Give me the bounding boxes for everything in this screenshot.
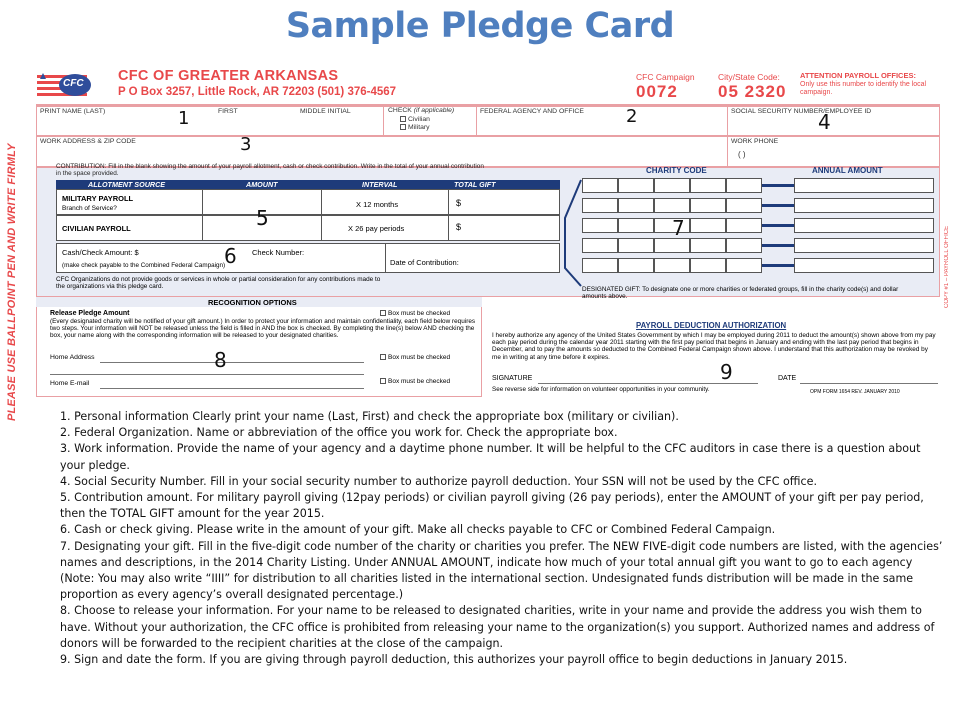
charity-code-cell[interactable] bbox=[618, 218, 654, 233]
payroll-auth-text: I hereby authorize any agency of the United States Government by which I may be employed during 2011 to deduct the amount(s) shown above from my pay each pay period during the calendar year 2011 starting with the first pay period that begins in January and ending with the last pay period that begins in December, and to pay the amounts so deducted to the Combined Federal Campaign shown above. I understand that this authorization may be revoked by me in writing at any time before it expires. bbox=[492, 332, 936, 361]
charity-code-cell[interactable] bbox=[654, 178, 690, 193]
charity-code-cell[interactable] bbox=[654, 258, 690, 273]
charity-code-cell[interactable] bbox=[618, 198, 654, 213]
marker-8: 8 bbox=[214, 348, 227, 372]
annual-amount-cell[interactable] bbox=[794, 238, 934, 253]
charity-code-cell[interactable] bbox=[582, 238, 618, 253]
charity-code-cell[interactable] bbox=[690, 178, 726, 193]
marker-7: 7 bbox=[672, 216, 685, 240]
marker-2: 2 bbox=[626, 106, 638, 127]
release-pledge-checkbox[interactable]: Box must be checked bbox=[380, 310, 450, 317]
instruction-1: 1. Personal information Clearly print your name (Last, First) and check the appropriate box (military or civilian). bbox=[60, 410, 679, 423]
interval-26: X 26 pay periods bbox=[348, 224, 405, 233]
ssn-label: SOCIAL SECURITY NUMBER/EMPLOYEE ID bbox=[731, 108, 872, 115]
interval-header: INTERVAL bbox=[362, 180, 398, 189]
home-address-checkbox[interactable]: Box must be checked bbox=[380, 354, 450, 361]
military-option[interactable]: Military bbox=[400, 124, 430, 131]
org-name: CFC OF GREATER ARKANSAS bbox=[118, 68, 339, 84]
instruction-4: 4. Social Security Number. Fill in your social security number to authorize payroll deduction. Your SSN will not be used by the CFC office. bbox=[60, 474, 817, 488]
print-name-label: PRINT NAME (LAST) bbox=[40, 108, 106, 115]
civilian-payroll-row bbox=[56, 215, 560, 241]
branch-label: Branch of Service? bbox=[62, 205, 117, 212]
charity-code-cell[interactable] bbox=[582, 178, 618, 193]
marker-6: 6 bbox=[224, 244, 237, 268]
signature-label: SIGNATURE bbox=[492, 375, 533, 382]
charity-code-cell[interactable] bbox=[618, 178, 654, 193]
marker-4: 4 bbox=[818, 110, 831, 134]
charity-code-cell[interactable] bbox=[618, 238, 654, 253]
marker-5: 5 bbox=[256, 206, 269, 230]
annual-amount-cell[interactable] bbox=[794, 198, 934, 213]
charity-code-cell[interactable] bbox=[726, 198, 762, 213]
instructions-list bbox=[60, 409, 944, 668]
charity-code-cell[interactable] bbox=[582, 258, 618, 273]
instruction-7: 7. Designating your gift. Fill in the five-digit code number of the charity or charities you prefer. The NEW FIVE-digit code numbers are listed, with the agencies’ names and descriptions, in the 2014 Charity Listing. Under ANNUAL AMOUNT, indicate how much of your total annual gift you want to go to each agency (Note: You may also write “IIII” for distribution to all charities listed in the international section. Undesignated funds distribution will be made in the same proportion as every agency’s overall designated percentage.) bbox=[60, 539, 943, 602]
instruction-8: 8. Choose to release your information. For your name to be released to designated charities, write in your name and provide the address you wish them to have. Without your authorization, the CFC office is prohibited from releasing your name to the organization(s) you support. Authorized names and address of donors will be forwarded to the recipient charities at the close of the campaign. bbox=[60, 604, 935, 650]
attention-title: ATTENTION PAYROLL OFFICES: bbox=[800, 71, 916, 80]
contribution-text: CONTRIBUTION: Fill in the blank showing the amount of your payroll allotment, cash or check contribution. Write in the total of your annual contribution in the space provided. bbox=[56, 163, 484, 178]
page-title: Sample Pledge Card bbox=[285, 6, 675, 46]
annual-amount-header: ANNUAL AMOUNT bbox=[812, 166, 883, 175]
annual-amount-cell[interactable] bbox=[794, 258, 934, 273]
designated-gift-note: DESIGNATED GIFT: To designate one or more charities or federated groups, fill in the charity code(s) and dollar amounts above. bbox=[582, 286, 899, 301]
work-address-label: WORK ADDRESS & ZIP CODE bbox=[40, 138, 136, 145]
check-label: CHECK (if applicable) bbox=[388, 107, 455, 114]
charity-code-cell[interactable] bbox=[654, 238, 690, 253]
work-phone-label: WORK PHONE bbox=[731, 138, 779, 145]
marker-3: 3 bbox=[240, 134, 252, 155]
interval-12: X 12 months bbox=[356, 200, 399, 209]
charity-code-cell[interactable] bbox=[690, 258, 726, 273]
state-code: 05 2320 bbox=[718, 82, 787, 101]
civilian-checkbox[interactable] bbox=[400, 116, 406, 122]
annual-amount-cell[interactable] bbox=[794, 178, 934, 193]
date-line[interactable] bbox=[800, 383, 938, 384]
charity-code-cell[interactable] bbox=[726, 218, 762, 233]
allotment-source-header: ALLOTMENT SOURCE bbox=[88, 180, 166, 189]
check-number-label: Check Number: bbox=[252, 248, 305, 257]
charity-code-cell[interactable] bbox=[690, 198, 726, 213]
side-copy-label: COPY #1 – PAYROLL OFFICE bbox=[944, 225, 950, 309]
charity-code-cell[interactable] bbox=[690, 218, 726, 233]
annual-amount-cell[interactable] bbox=[794, 218, 934, 233]
form-number: OPM FORM 1654 REV. JANUARY 2010 bbox=[810, 389, 900, 395]
charity-connector bbox=[762, 264, 794, 267]
attention-note bbox=[800, 72, 940, 97]
civilian-dollar: $ bbox=[456, 222, 462, 232]
org-address: P O Box 3257, Little Rock, AR 72203 (501) 376-4567 bbox=[118, 86, 397, 98]
instruction-3: 3. Work information. Provide the name of your agency and a daytime phone number. It will be helpful to the CFC auditors in case there is a question about your pledge. bbox=[60, 442, 921, 472]
charity-code-cell[interactable] bbox=[726, 258, 762, 273]
instruction-5: 5. Contribution amount. For military payroll giving (12pay periods) or civilian payroll giving (26 pay periods), enter the AMOUNT of your gift per pay period, then the TOTAL GIFT amount for the year 2015. bbox=[60, 491, 924, 521]
make-check-note: (make check payable to the Combined Federal Campaign) bbox=[62, 262, 226, 269]
charity-connector bbox=[762, 184, 794, 187]
charity-code-cell[interactable] bbox=[618, 258, 654, 273]
campaign-label: CFC Campaign bbox=[636, 72, 695, 82]
total-gift-header: TOTAL GIFT bbox=[454, 180, 496, 189]
charity-code-cell[interactable] bbox=[654, 198, 690, 213]
charity-code-cell[interactable] bbox=[582, 218, 618, 233]
civilian-payroll-label: CIVILIAN PAYROLL bbox=[62, 224, 131, 233]
home-email-label: Home E-mail bbox=[50, 380, 90, 387]
marker-9: 9 bbox=[720, 360, 733, 384]
first-name-label: FIRST bbox=[218, 108, 238, 115]
campaign-number: 0072 bbox=[636, 82, 678, 101]
military-dollar: $ bbox=[456, 198, 462, 208]
charity-connector bbox=[762, 204, 794, 207]
state-code-label: City/State Code: bbox=[718, 72, 780, 82]
attention-text: Only use this number to identify the local campaign. bbox=[800, 81, 927, 96]
home-address-line[interactable] bbox=[100, 362, 364, 363]
instruction-2: 2. Federal Organization. Name or abbreviation of the office you work for. Check the appropriate box. bbox=[60, 426, 618, 440]
middle-initial-label: MIDDLE INITIAL bbox=[300, 108, 351, 115]
charity-code-cell[interactable] bbox=[582, 198, 618, 213]
charity-code-header: CHARITY CODE bbox=[646, 166, 707, 175]
charity-code-cell[interactable] bbox=[690, 238, 726, 253]
charity-code-cell[interactable] bbox=[726, 178, 762, 193]
amount-header: AMOUNT bbox=[246, 180, 278, 189]
date-label: DATE bbox=[778, 375, 797, 382]
charity-bracket bbox=[563, 178, 583, 288]
recognition-header: RECOGNITION OPTIONS bbox=[208, 298, 297, 307]
military-payroll-label: MILITARY PAYROLL bbox=[62, 194, 134, 203]
agency-label: FEDERAL AGENCY AND OFFICE bbox=[480, 108, 584, 115]
home-email-checkbox[interactable]: Box must be checked bbox=[380, 378, 450, 385]
date-contribution-label: Date of Contribution: bbox=[390, 258, 459, 267]
instruction-6: 6. Cash or check giving. Please write in the amount of your gift. Make all checks payable to CFC or Combined Federal Campaign. bbox=[60, 523, 776, 537]
civilian-option[interactable]: Civilian bbox=[400, 116, 430, 123]
cfc-logo bbox=[37, 71, 111, 99]
home-email-line[interactable] bbox=[100, 388, 364, 389]
see-reverse-note: See reverse side for information on volunteer opportunities in your community. bbox=[492, 386, 710, 393]
marker-1: 1 bbox=[178, 108, 190, 129]
payroll-auth-header: PAYROLL DEDUCTION AUTHORIZATION bbox=[636, 321, 787, 330]
charity-connector bbox=[762, 224, 794, 227]
side-instruction: PLEASE USE BALLPOINT PEN AND WRITE FIRMLY bbox=[6, 143, 18, 421]
home-address-label: Home Address bbox=[50, 354, 95, 361]
release-note: (Every designated charity will be notified of your gift amount.) In order to protect your information and maintain confidentiality, each field below requires two steps. Your information will NOT be released unless the field is filled in AND the box is checked. By completing the line(s) below AND checking the box, your name along with the corresponding information will be released to your designated charities. bbox=[50, 318, 476, 340]
charity-connector bbox=[762, 244, 794, 247]
phone-paren: ( ) bbox=[738, 150, 746, 159]
release-pledge-label: Release Pledge Amount bbox=[50, 310, 130, 317]
charity-code-cell[interactable] bbox=[726, 238, 762, 253]
logo-text: CFC bbox=[63, 78, 84, 89]
military-checkbox[interactable] bbox=[400, 124, 406, 130]
instruction-9: 9. Sign and date the form. If you are giving through payroll deduction, this authorizes your payroll office to begin deductions in January 2015. bbox=[60, 653, 848, 667]
cash-check-label: Cash/Check Amount: $ bbox=[62, 248, 139, 257]
cfc-org-note: CFC Organizations do not provide goods or services in whole or partial consideration for any contributions made to the organizations via this pledge card. bbox=[56, 276, 381, 291]
